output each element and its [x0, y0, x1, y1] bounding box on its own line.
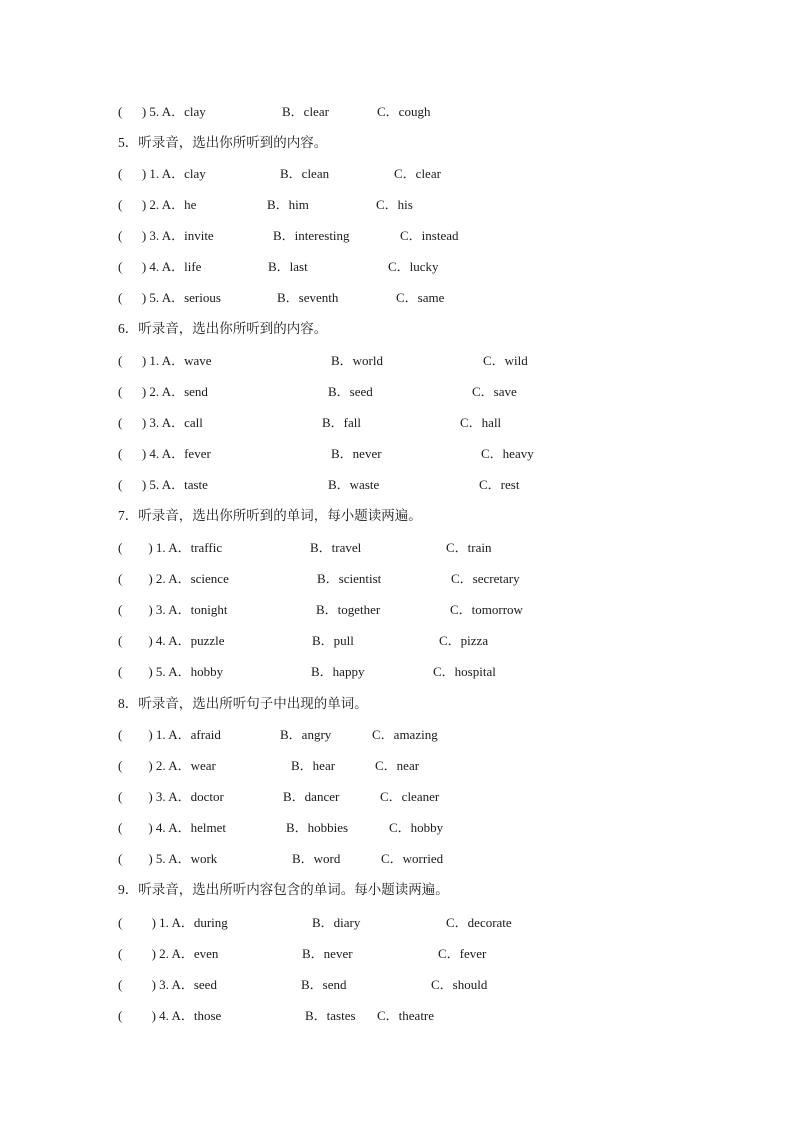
question-number-option-a: ) 4. A．puzzle — [122, 633, 225, 648]
question-row — [118, 1008, 718, 1024]
answer-blank-and-option-a[interactable] — [118, 664, 223, 680]
option-c[interactable]: C．instead — [400, 228, 459, 243]
answer-blank-and-option-a[interactable] — [118, 820, 226, 836]
answer-blank-and-option-a[interactable] — [118, 789, 224, 805]
answer-bracket: ( — [118, 415, 123, 430]
option-c[interactable]: C．should — [431, 977, 488, 992]
question-row — [118, 789, 718, 805]
question-number-option-a: ) 4. A．fever — [122, 446, 211, 461]
question-number-option-a: ) 2. A．he — [122, 197, 197, 212]
answer-blank-and-option-a[interactable] — [118, 727, 221, 743]
option-b[interactable]: B．never — [331, 446, 382, 461]
section-heading: 9．听录音，选出所听内容包含的单词。每小题读两遍。 — [118, 882, 449, 897]
section-heading: 5．听录音，选出你所听到的内容。 — [118, 135, 328, 150]
option-c[interactable]: C．secretary — [451, 571, 520, 586]
answer-bracket: ( — [118, 353, 123, 368]
answer-bracket: ( — [118, 197, 123, 212]
option-c[interactable]: C．heavy — [481, 446, 534, 461]
question-row — [118, 727, 718, 743]
answer-blank-and-option-a[interactable] — [118, 353, 212, 369]
option-c[interactable]: C．wild — [483, 353, 528, 368]
option-c[interactable]: C．cough — [377, 104, 431, 119]
question-number-option-a: ) 5. A．taste — [122, 477, 208, 492]
option-b[interactable]: B．fall — [322, 415, 361, 430]
answer-bracket: ( — [118, 259, 123, 274]
option-c[interactable]: C．lucky — [388, 259, 439, 274]
option-c[interactable]: C．clear — [394, 166, 441, 181]
question-row — [118, 664, 718, 680]
answer-bracket: ( — [118, 977, 123, 992]
answer-bracket: ( — [118, 104, 123, 119]
answer-bracket: ( — [118, 727, 123, 742]
answer-bracket: ( — [118, 540, 123, 555]
option-b[interactable]: B．scientist — [317, 571, 382, 586]
question-number-option-a: ) 1. A．wave — [122, 353, 212, 368]
answer-blank-and-option-a[interactable] — [118, 166, 206, 182]
option-b[interactable]: B．him — [267, 197, 309, 212]
answer-bracket: ( — [118, 1008, 123, 1023]
answer-blank-and-option-a[interactable] — [118, 602, 227, 618]
option-b[interactable]: B．angry — [280, 727, 332, 742]
answer-blank-and-option-a[interactable] — [118, 758, 216, 774]
option-c[interactable]: C．train — [446, 540, 492, 555]
option-c[interactable]: C．decorate — [446, 915, 512, 930]
option-c[interactable]: C．hobby — [389, 820, 444, 835]
answer-bracket: ( — [118, 664, 123, 679]
question-number-option-a: ) 1. A．during — [122, 915, 228, 930]
option-b[interactable]: B．pull — [312, 633, 354, 648]
answer-blank-and-option-a[interactable] — [118, 384, 208, 400]
question-row — [118, 290, 718, 306]
option-b[interactable]: B．together — [316, 602, 381, 617]
answer-blank-and-option-a[interactable] — [118, 415, 203, 431]
option-c[interactable]: C．rest — [479, 477, 520, 492]
option-b[interactable]: B．clear — [282, 104, 329, 119]
section-heading: 8．听录音，选出所听句子中出现的单词。 — [118, 696, 368, 711]
answer-blank-and-option-a[interactable] — [118, 540, 222, 556]
question-number-option-a: ) 5. A．work — [122, 851, 218, 866]
option-c[interactable]: C．amazing — [372, 727, 438, 742]
option-b[interactable]: B．travel — [310, 540, 362, 555]
answer-blank-and-option-a[interactable] — [118, 104, 206, 120]
question-number-option-a: ) 2. A．science — [122, 571, 229, 586]
option-c[interactable]: C．pizza — [439, 633, 489, 648]
answer-bracket: ( — [118, 820, 123, 835]
answer-bracket: ( — [118, 915, 123, 930]
option-c[interactable]: C．tomorrow — [450, 602, 523, 617]
question-row — [118, 758, 718, 774]
question-number-option-a: ) 2. A．send — [122, 384, 208, 399]
option-b[interactable]: B．hear — [291, 758, 336, 773]
option-c[interactable]: C．worried — [381, 851, 444, 866]
option-b[interactable]: B．send — [301, 977, 347, 992]
answer-blank-and-option-a[interactable] — [118, 977, 217, 993]
question-number-option-a: ) 4. A．helmet — [122, 820, 226, 835]
question-number-option-a: ) 3. A．doctor — [122, 789, 224, 804]
answer-blank-and-option-a[interactable] — [118, 197, 196, 213]
question-row — [118, 602, 718, 618]
option-c[interactable]: C．cleaner — [380, 789, 440, 804]
answer-bracket: ( — [118, 851, 123, 866]
question-row — [118, 166, 718, 182]
question-row — [118, 228, 718, 244]
option-c[interactable]: C．his — [376, 197, 413, 212]
option-b[interactable]: B．happy — [311, 664, 365, 679]
question-row — [118, 915, 718, 931]
question-row — [118, 820, 718, 836]
option-b[interactable]: B．seventh — [277, 290, 339, 305]
question-number-option-a: ) 3. A．call — [122, 415, 203, 430]
option-b[interactable]: B．seed — [328, 384, 373, 399]
answer-blank-and-option-a[interactable] — [118, 946, 218, 962]
answer-bracket: ( — [118, 290, 123, 305]
option-c[interactable]: C．hospital — [433, 664, 496, 679]
option-b[interactable]: B．last — [268, 259, 308, 274]
option-b[interactable]: B．word — [292, 851, 341, 866]
option-c[interactable]: C．save — [472, 384, 517, 399]
question-number-option-a: ) 1. A．traffic — [122, 540, 223, 555]
question-number-option-a: ) 4. A．those — [122, 1008, 222, 1023]
option-b[interactable]: B．hobbies — [286, 820, 349, 835]
question-number-option-a: ) 3. A．invite — [122, 228, 214, 243]
question-number-option-a: ) 2. A．wear — [122, 758, 216, 773]
question-number-option-a: ) 5. A．clay — [122, 104, 206, 119]
option-b[interactable]: B．dancer — [283, 789, 340, 804]
answer-blank-and-option-a[interactable] — [118, 851, 217, 867]
answer-blank-and-option-a[interactable] — [118, 446, 211, 462]
answer-blank-and-option-a[interactable] — [118, 1008, 221, 1024]
answer-bracket: ( — [118, 228, 123, 243]
question-row — [118, 353, 718, 369]
option-c[interactable]: C．near — [375, 758, 420, 773]
question-row — [118, 197, 718, 213]
question-number-option-a: ) 5. A．serious — [122, 290, 221, 305]
answer-bracket: ( — [118, 946, 123, 961]
question-row — [118, 851, 718, 867]
question-row — [118, 977, 718, 993]
answer-blank-and-option-a[interactable] — [118, 915, 228, 931]
option-b[interactable]: B．never — [302, 946, 353, 961]
option-b[interactable]: B．world — [331, 353, 384, 368]
answer-blank-and-option-a[interactable] — [118, 571, 229, 587]
option-b[interactable]: B．clean — [280, 166, 330, 181]
answer-bracket: ( — [118, 758, 123, 773]
question-row — [118, 415, 718, 431]
section-heading: 7．听录音，选出你所听到的单词，每小题读两遍。 — [118, 508, 422, 523]
answer-bracket: ( — [118, 166, 123, 181]
answer-blank-and-option-a[interactable] — [118, 259, 201, 275]
question-row — [118, 946, 718, 962]
question-number-option-a: ) 4. A．life — [122, 259, 202, 274]
question-number-option-a: ) 1. A．afraid — [122, 727, 221, 742]
question-row — [118, 259, 718, 275]
question-number-option-a: ) 2. A．even — [122, 946, 219, 961]
question-row — [118, 633, 718, 649]
answer-bracket: ( — [118, 789, 123, 804]
option-c[interactable]: C．hall — [460, 415, 502, 430]
question-number-option-a: ) 5. A．hobby — [122, 664, 224, 679]
answer-blank-and-option-a[interactable] — [118, 228, 214, 244]
question-number-option-a: ) 1. A．clay — [122, 166, 206, 181]
answer-bracket: ( — [118, 633, 123, 648]
option-b[interactable]: B．diary — [312, 915, 361, 930]
question-row — [118, 446, 718, 462]
answer-bracket: ( — [118, 602, 123, 617]
answer-bracket: ( — [118, 477, 123, 492]
question-row — [118, 540, 718, 556]
option-c[interactable]: C．theatre — [377, 1008, 435, 1023]
option-b[interactable]: B．tastes — [305, 1008, 356, 1023]
answer-blank-and-option-a[interactable] — [118, 290, 221, 306]
question-row — [118, 384, 718, 400]
answer-blank-and-option-a[interactable] — [118, 477, 208, 493]
question-row — [118, 104, 718, 120]
option-b[interactable]: B．interesting — [273, 228, 350, 243]
question-number-option-a: ) 3. A．tonight — [122, 602, 228, 617]
question-row — [118, 477, 718, 493]
option-c[interactable]: C．same — [396, 290, 445, 305]
question-row — [118, 571, 718, 587]
question-number-option-a: ) 3. A．seed — [122, 977, 217, 992]
section-heading: 6．听录音，选出你所听到的内容。 — [118, 321, 328, 336]
answer-bracket: ( — [118, 446, 123, 461]
option-c[interactable]: C．fever — [438, 946, 487, 961]
answer-blank-and-option-a[interactable] — [118, 633, 225, 649]
answer-bracket: ( — [118, 384, 123, 399]
option-b[interactable]: B．waste — [328, 477, 380, 492]
answer-bracket: ( — [118, 571, 123, 586]
